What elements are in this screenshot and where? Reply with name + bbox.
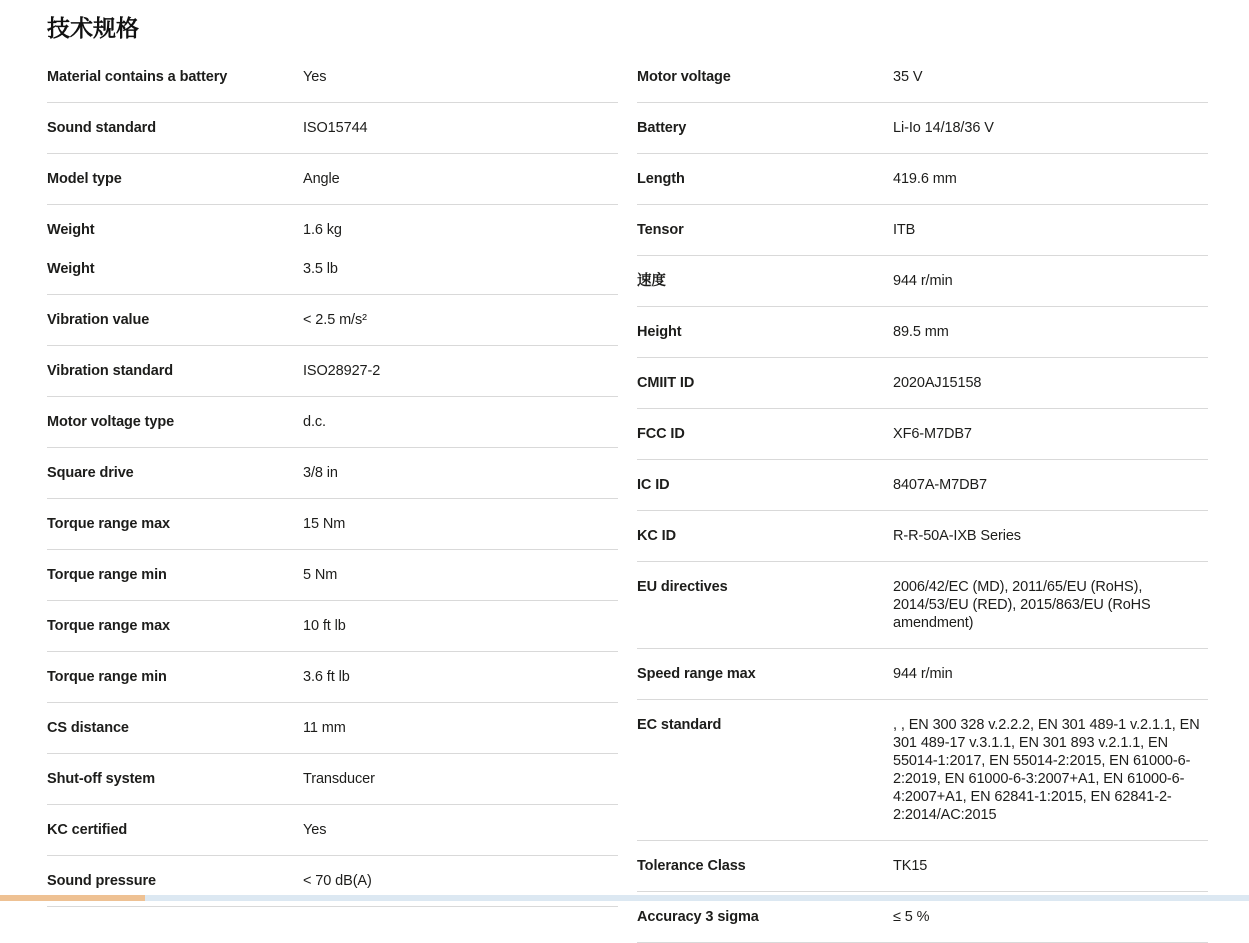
spec-value: Li-Io 14/18/36 V: [893, 120, 994, 136]
spec-value: 89.5 mm: [893, 324, 949, 340]
spec-value: 10 ft lb: [303, 618, 346, 634]
spec-label: KC ID: [637, 528, 676, 544]
spec-row-tensor: [637, 205, 1208, 256]
spec-value: < 70 dB(A): [303, 873, 372, 889]
spec-label: Motor voltage: [637, 69, 731, 85]
spec-label: CS distance: [47, 720, 129, 736]
spec-row-speed: [637, 256, 1208, 307]
spec-label: Model type: [47, 171, 122, 187]
spec-label: Length: [637, 171, 685, 187]
spec-row-motor-voltage-type: [47, 397, 618, 448]
spec-value: 944 r/min: [893, 666, 953, 682]
spec-label: Vibration value: [47, 312, 150, 328]
spec-label: Speed range max: [637, 666, 756, 682]
spec-value: R-R-50A-IXB Series: [893, 528, 1021, 544]
spec-label: Torque range max: [47, 516, 171, 532]
page-title: 技术规格: [47, 15, 139, 41]
spec-row-material-contains-battery: [47, 52, 618, 103]
spec-value: Transducer: [303, 771, 375, 787]
spec-label: Weight: [47, 261, 95, 277]
spec-row-cmiit-id: [637, 358, 1208, 409]
spec-label: IC ID: [637, 477, 670, 493]
spec-value: ISO15744: [303, 120, 368, 136]
spec-row-shut-off-system: [47, 754, 618, 805]
spec-row-torque-range-max-ftlb: [47, 601, 618, 652]
spec-label: EU directives: [637, 579, 728, 595]
spec-label: Weight: [47, 222, 95, 238]
spec-table-left: [47, 52, 618, 907]
spec-value: 3/8 in: [303, 465, 338, 481]
spec-value: 3.6 ft lb: [303, 669, 350, 685]
spec-row-torque-range-min-nm: [47, 550, 618, 601]
spec-label: Motor voltage type: [47, 414, 175, 430]
spec-value: ITB: [893, 222, 916, 238]
scrollbar-thumb[interactable]: [0, 895, 145, 901]
spec-value: Yes: [303, 69, 327, 85]
spec-value: 11 mm: [303, 720, 346, 736]
spec-value: TK15: [893, 858, 928, 874]
spec-row-speed-range-max: [637, 649, 1208, 700]
spec-row-torque-range-max-nm: [47, 499, 618, 550]
spec-value: 2006/42/EC (MD), 2011/65/EU (RoHS), 2014/53/EU (RED), 2015/863/EU (RoHS amendment): [893, 579, 1151, 631]
spec-value: 5 Nm: [303, 567, 338, 583]
spec-value: Angle: [303, 171, 340, 187]
spec-label: KC certified: [47, 822, 128, 838]
spec-label: Sound pressure: [47, 873, 156, 889]
spec-value: < 2.5 m/s²: [303, 312, 367, 328]
spec-value: ISO28927-2: [303, 363, 381, 379]
spec-value: 35 V: [893, 69, 923, 85]
spec-label: Accuracy 3 sigma: [637, 909, 759, 925]
spec-label: Shut-off system: [47, 771, 156, 787]
spec-value: 15 Nm: [303, 516, 346, 532]
spec-value: 419.6 mm: [893, 171, 957, 187]
spec-row-vibration-standard: [47, 346, 618, 397]
spec-label: Height: [637, 324, 682, 340]
spec-label: Battery: [637, 120, 687, 136]
spec-value: ≤ 5 %: [893, 909, 930, 925]
spec-row-square-drive: [47, 448, 618, 499]
spec-label: Sound standard: [47, 120, 156, 136]
spec-value: XF6-M7DB7: [893, 426, 972, 442]
spec-row-fcc-id: [637, 409, 1208, 460]
spec-value: 2020AJ15158: [893, 375, 982, 391]
spec-row-sound-standard: [47, 103, 618, 154]
spec-row-model-type: [47, 154, 618, 205]
spec-row-weight-kg: [47, 205, 618, 244]
spec-label: Square drive: [47, 465, 134, 481]
spec-value: 3.5 lb: [303, 261, 338, 277]
spec-value: 8407A-M7DB7: [893, 477, 988, 493]
spec-row-weight-lb: [47, 244, 618, 295]
spec-row-eu-directives: [637, 562, 1208, 649]
spec-label: Tensor: [637, 222, 684, 238]
spec-value: 1.6 kg: [303, 222, 342, 238]
spec-row-height: [637, 307, 1208, 358]
spec-label: Torque range min: [47, 669, 167, 685]
spec-label: EC standard: [637, 717, 722, 733]
spec-row-torque-range-min-ftlb: [47, 652, 618, 703]
spec-row-ic-id: [637, 460, 1208, 511]
spec-row-length: [637, 154, 1208, 205]
spec-row-tolerance-class: [637, 841, 1208, 892]
spec-label: Tolerance Class: [637, 858, 746, 874]
spec-table-right: [637, 52, 1208, 943]
spec-row-vibration-value: [47, 295, 618, 346]
spec-label: FCC ID: [637, 426, 685, 442]
spec-tables: [47, 52, 1208, 943]
spec-value: , , EN 300 328 v.2.2.2, EN 301 489-1 v.2.1.1, EN 301 489-17 v.3.1.1, EN 301 893 v.2.1.1, EN 55014-1:2017, EN 55014-2:2015, EN 61000-6-2:2019, EN 61000-6-3:2007+A1, EN 61000-6-4:2007+A1, EN 62841-1:2015, EN 62841-2-2:2014/AC:2015: [893, 717, 1200, 823]
spec-value: d.c.: [303, 414, 326, 430]
spec-label: CMIIT ID: [637, 375, 695, 391]
spec-row-kc-certified: [47, 805, 618, 856]
horizontal-scrollbar[interactable]: [0, 895, 1249, 901]
spec-row-kc-id: [637, 511, 1208, 562]
spec-row-ec-standard: [637, 700, 1208, 841]
spec-label: Vibration standard: [47, 363, 174, 379]
spec-label: Torque range min: [47, 567, 167, 583]
spec-row-cs-distance: [47, 703, 618, 754]
spec-label: Material contains a battery: [47, 69, 228, 85]
spec-value: Yes: [303, 822, 327, 838]
spec-label: 速度: [637, 273, 666, 289]
spec-label: Torque range max: [47, 618, 171, 634]
spec-row-battery: [637, 103, 1208, 154]
spec-value: 944 r/min: [893, 273, 953, 289]
spec-row-motor-voltage: [637, 52, 1208, 103]
